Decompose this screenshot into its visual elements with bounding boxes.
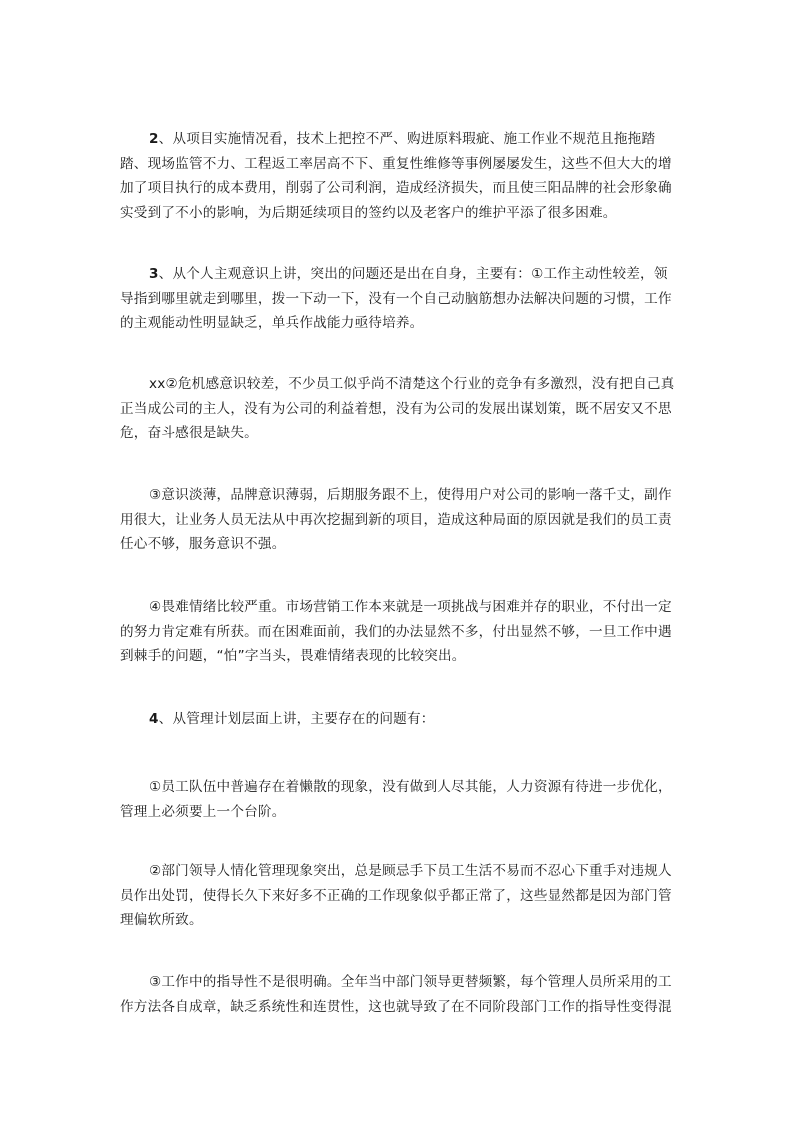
paragraph-fear-of-difficulty — [120, 595, 680, 669]
paragraph-text: ③工作中的指导性不是很明确。全年当中部门领导更替频繁，每个管理人员所采用的工作方法各自成章，缺乏系统性和连贯性，这也就导致了在不同阶段部门工作的指导性变得混 — [120, 974, 672, 1015]
paragraph-text: ①员工队伍中普遍存在着懒散的现象，没有做到人尽其能，人力资源有待进一步优化，管理上必须要上一个台阶。 — [120, 779, 672, 820]
paragraph-text: 、从项目实施情况看，技术上把控不严、购进原料瑕疵、施工作业不规范且拖拖踏踏、现场监管不力、工程返工率居高不下、重复性维修等事例屡屡发生，这些不但大大的增加了项目执行的成本费用，削弱了公司利润，造成经济损失，而且使三阳品牌的社会形象确实受到了不小的影响，为后期延续项目的签约以及老客户的维护平添了很多困难。 — [120, 131, 672, 221]
paragraph-crisis-awareness — [120, 372, 680, 446]
paragraph-text: ③意识淡薄，品牌意识薄弱，后期服务跟不上，使得用户对公司的影响一落千丈，副作用很大，让业务人员无法从中再次挖掘到新的项目，造成这种局面的原因就是我们的员工责任心不够，服务意识不强。 — [120, 487, 672, 552]
paragraph-text: 、从个人主观意识上讲，突出的问题还是出在自身，主要有：①工作主动性较差，领导指到哪里就走到哪里，拨一下动一下，没有一个自己动脑筋想办法解决问题的习惯，工作的主观能动性明显缺乏，单兵作战能力亟待培养。 — [120, 266, 672, 331]
paragraph-management-heading — [120, 707, 680, 732]
paragraph-laziness — [120, 775, 680, 824]
paragraph-number: 4 — [149, 711, 159, 727]
paragraph-project-implementation — [120, 127, 680, 225]
paragraph-text: xx②危机感意识较差，不少员工似乎尚不清楚这个行业的竞争有多激烈，没有把自己真正当成公司的主人，没有为公司的利益着想，没有为公司的发展出谋划策，既不居安又不思危，奋斗感很是缺失。 — [120, 376, 675, 441]
paragraph-text: 、从管理计划层面上讲，主要存在的问题有： — [158, 711, 435, 727]
paragraph-text: ②部门领导人情化管理现象突出，总是顾忌手下员工生活不易而不忍心下重手对违规人员作出处罚，使得长久下来好多不正确的工作现象似乎都正常了，这些显然都是因为部门管理偏软所致。 — [120, 863, 672, 928]
paragraph-number: 2 — [149, 131, 159, 147]
paragraph-personal-awareness — [120, 262, 680, 336]
paragraph-service-awareness — [120, 483, 680, 557]
paragraph-guidance — [120, 970, 680, 1019]
paragraph-text: ④畏难情绪比较严重。市场营销工作本来就是一项挑战与困难并存的职业，不付出一定的努力肯定难有所获。而在困难面前，我们的办法显然不多，付出显然不够，一旦工作中遇到棘手的问题，“怕”字当头，畏难情绪表现的比较突出。 — [120, 599, 672, 664]
paragraph-humanized-management — [120, 859, 680, 933]
paragraph-number: 3 — [149, 266, 159, 282]
